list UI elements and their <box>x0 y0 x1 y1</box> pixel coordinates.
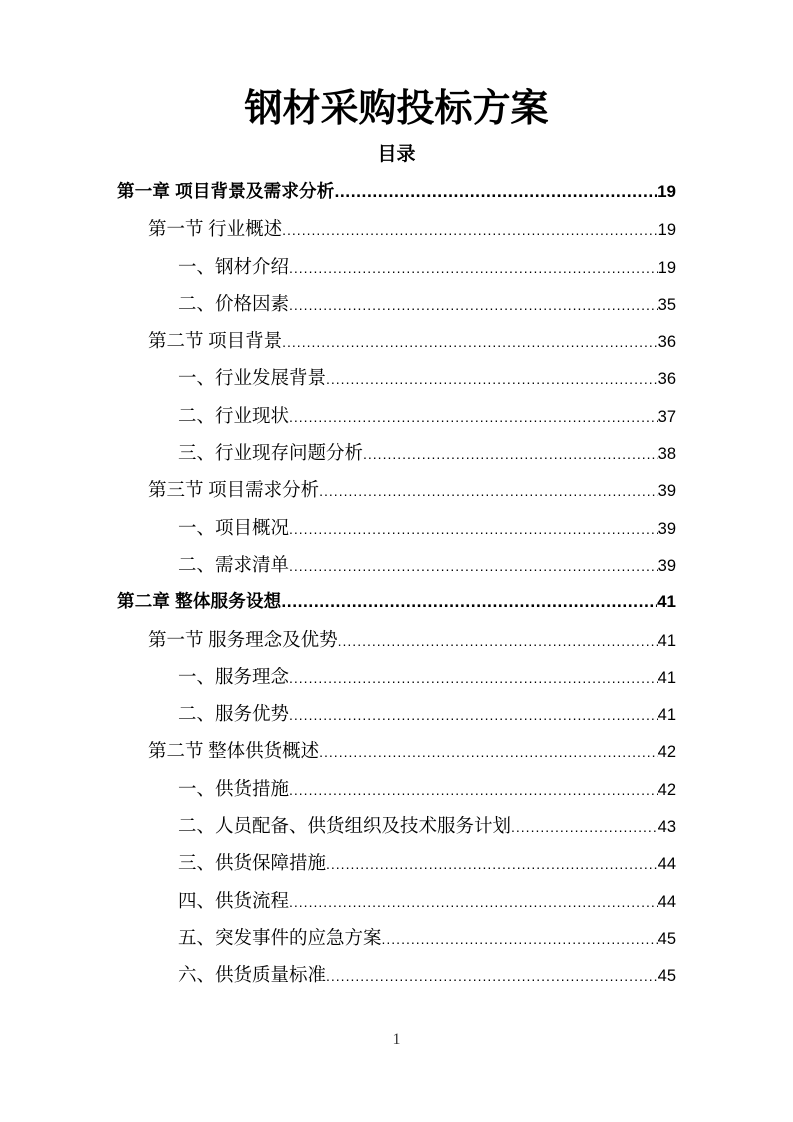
toc-entry-page-number: 41 <box>657 668 676 687</box>
toc-entry-label: 一、钢材介绍 <box>178 257 290 278</box>
toc-dot-leader <box>326 856 658 875</box>
toc-dot-leader <box>363 446 658 465</box>
toc-entry-page-number: 19 <box>657 258 676 277</box>
toc-entry-page-number: 19 <box>657 221 676 240</box>
toc-entry-page-number: 41 <box>657 592 676 612</box>
toc-dot-leader <box>319 744 658 763</box>
toc-entry-level-3[interactable] <box>117 514 676 551</box>
toc-entry-page-number: 42 <box>657 780 676 799</box>
toc-dot-leader <box>289 894 658 913</box>
toc-entry-level-3[interactable] <box>117 775 676 812</box>
document-title: 钢材采购投标方案 <box>244 88 549 130</box>
toc-dot-leader <box>289 521 658 540</box>
toc-entry-level-3[interactable] <box>117 402 676 439</box>
toc-entry-label: 第二节 整体供货概述 <box>148 742 320 763</box>
toc-entry-page-number: 45 <box>657 967 676 986</box>
toc-dot-leader <box>289 260 658 279</box>
toc-dot-leader <box>289 782 658 801</box>
toc-entry-page-number: 39 <box>657 519 676 538</box>
toc-dot-leader <box>338 633 658 652</box>
toc-entry-page-number: 39 <box>657 556 676 575</box>
toc-entry-label: 二、人员配备、供货组织及技术服务计划 <box>178 817 512 838</box>
toc-dot-leader <box>326 968 658 987</box>
toc-entry-page-number: 44 <box>657 892 676 911</box>
toc-entry-level-3[interactable] <box>117 663 676 700</box>
toc-entry-page-number: 44 <box>657 855 676 874</box>
toc-entry-label: 五、突发事件的应急方案 <box>178 928 382 949</box>
toc-entry-page-number: 35 <box>657 295 676 314</box>
toc-entry-label: 第二节 项目背景 <box>148 332 283 353</box>
toc-dot-leader <box>319 483 658 502</box>
toc-entry-label: 一、项目概况 <box>178 518 290 539</box>
toc-dot-leader <box>334 181 657 199</box>
toc-entry-level-3[interactable] <box>117 924 676 961</box>
toc-entry-label: 第一章 项目背景及需求分析 <box>117 181 335 201</box>
toc-entry-label: 二、服务优势 <box>178 705 290 726</box>
toc-entry-level-2[interactable] <box>117 215 676 252</box>
toc-entry-label: 三、行业现存问题分析 <box>178 444 364 465</box>
toc-entry-label: 三、供货保障措施 <box>178 854 327 875</box>
toc-entry-level-3[interactable] <box>117 253 676 290</box>
toc-entry-label: 一、行业发展背景 <box>178 369 327 390</box>
toc-dot-leader <box>289 670 658 689</box>
table-of-contents-heading: 目录 <box>377 144 416 165</box>
toc-entry-label: 一、供货措施 <box>178 779 290 800</box>
toc-dot-leader <box>282 334 658 353</box>
toc-entry-label: 二、价格因素 <box>178 294 290 315</box>
toc-entry-label: 四、供货流程 <box>178 891 290 912</box>
toc-entry-label: 第一节 行业概述 <box>148 220 283 241</box>
toc-entry-page-number: 45 <box>657 929 676 948</box>
toc-dot-leader <box>282 222 658 241</box>
toc-entry-level-2[interactable] <box>117 737 676 774</box>
toc-entry-level-3[interactable] <box>117 364 676 401</box>
toc-dot-leader <box>289 297 658 316</box>
toc-entry-label: 二、需求清单 <box>178 555 290 576</box>
toc-entry-level-2[interactable] <box>117 327 676 364</box>
toc-entry-page-number: 19 <box>657 182 676 201</box>
toc-entry-page-number: 39 <box>657 482 676 501</box>
toc-entry-label: 六、供货质量标准 <box>178 966 327 987</box>
toc-dot-leader <box>511 819 658 838</box>
footer-page-number: 1 <box>392 1031 401 1048</box>
toc-entry-level-3[interactable] <box>117 887 676 924</box>
toc-dot-leader <box>382 931 658 950</box>
toc-entry-level-3[interactable] <box>117 439 676 476</box>
toc-dot-leader <box>289 558 658 577</box>
toc-entry-level-1[interactable] <box>117 178 676 215</box>
toc-entry-page-number: 36 <box>657 333 676 352</box>
toc-entry-level-3[interactable] <box>117 961 676 998</box>
toc-entry-page-number: 37 <box>657 407 676 426</box>
toc-entry-level-3[interactable] <box>117 290 676 327</box>
toc-dot-leader <box>281 591 657 609</box>
toc-dot-leader <box>289 409 658 428</box>
toc-entry-label: 第二章 整体服务设想 <box>117 591 282 612</box>
toc-entry-page-number: 41 <box>657 706 676 725</box>
table-of-contents <box>117 178 676 999</box>
toc-entry-label: 一、服务理念 <box>178 667 290 688</box>
toc-entry-level-3[interactable] <box>117 849 676 886</box>
toc-entry-label: 第一节 服务理念及优势 <box>148 630 338 651</box>
toc-entry-page-number: 43 <box>657 818 676 837</box>
toc-entry-level-1[interactable] <box>117 588 676 625</box>
toc-entry-label: 二、行业现状 <box>178 406 290 427</box>
toc-entry-level-3[interactable] <box>117 551 676 588</box>
toc-dot-leader <box>289 707 658 726</box>
toc-entry-level-2[interactable] <box>117 626 676 663</box>
toc-entry-page-number: 42 <box>657 743 676 762</box>
toc-dot-leader <box>326 371 658 390</box>
toc-entry-level-3[interactable] <box>117 700 676 737</box>
toc-entry-level-2[interactable] <box>117 476 676 513</box>
toc-entry-page-number: 38 <box>657 445 676 464</box>
toc-entry-level-3[interactable] <box>117 812 676 849</box>
toc-entry-page-number: 36 <box>657 370 676 389</box>
toc-entry-label: 第三节 项目需求分析 <box>148 481 320 502</box>
toc-entry-page-number: 41 <box>657 631 676 650</box>
